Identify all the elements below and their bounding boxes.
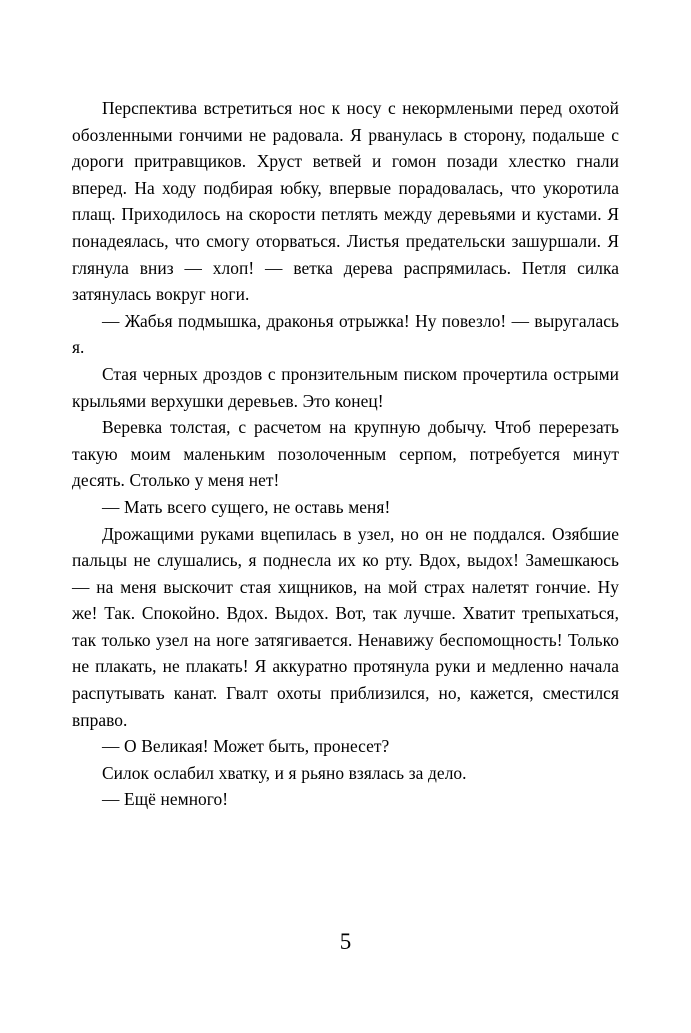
paragraph: — О Великая! Может быть, пронесет?	[102, 736, 390, 757]
paragraph: Дрожащими руками вцепилась в узел, но он не поддался. Озябшие пальцы не слушались, я поднесла их ко рту. Вдох, выдох! Замешкаюсь — на меня выскочит стая хищников, на мой страх налетят гончие. Ну же! Так. Спокойно. Вдох. Выдох. Вот, так лучше. Хватит трепыхаться, так только узел на ноге затягивается. Ненавижу беспомощность! Только не плакать, не плакать! Я аккуратно протянула руки и медленно начала распутывать канат. Гвалт охоты приблизился, но, кажется, сместился вправо.	[72, 523, 619, 730]
paragraph: — Жабья подмышка, драконья отрыжка! Ну повезло! — выругалась я.	[72, 310, 619, 358]
page-number: 5	[339, 929, 352, 954]
paragraph: Веревка толстая, с расчетом на крупную добычу. Чтоб перерезать такую моим маленьким позолоченным серпом, потребуется минут десять. Столько у меня нет!	[72, 417, 619, 491]
paragraph: Стая черных дроздов с пронзительным писком прочертила острыми крыльями верхушки деревьев. Это конец!	[72, 363, 619, 411]
paragraph: — Мать всего сущего, не оставь меня!	[102, 496, 391, 517]
paragraph: — Ещё немного!	[102, 789, 229, 810]
paragraph: Перспектива встретиться нос к носу с некормлеными перед охотой обозленными гончими не радовала. Я рванулась в сторону, подальше с дороги притравщиков. Хруст ветвей и гомон позади хлестко гнали вперед. На ходу подбирая юбку, впервые порадовалась, что укоротила плащ. Приходилось на скорости петлять между деревьями и кустами. Я понадеялась, что смогу оторваться. Листья предательски зашуршали. Я глянула вниз — хлоп! — ветка дерева распрямилась. Петля силка затянулась вокруг ноги.	[72, 98, 619, 305]
paragraph: Силок ослабил хватку, и я рьяно взялась за дело.	[102, 762, 467, 783]
page-text-body	[72, 95, 619, 813]
